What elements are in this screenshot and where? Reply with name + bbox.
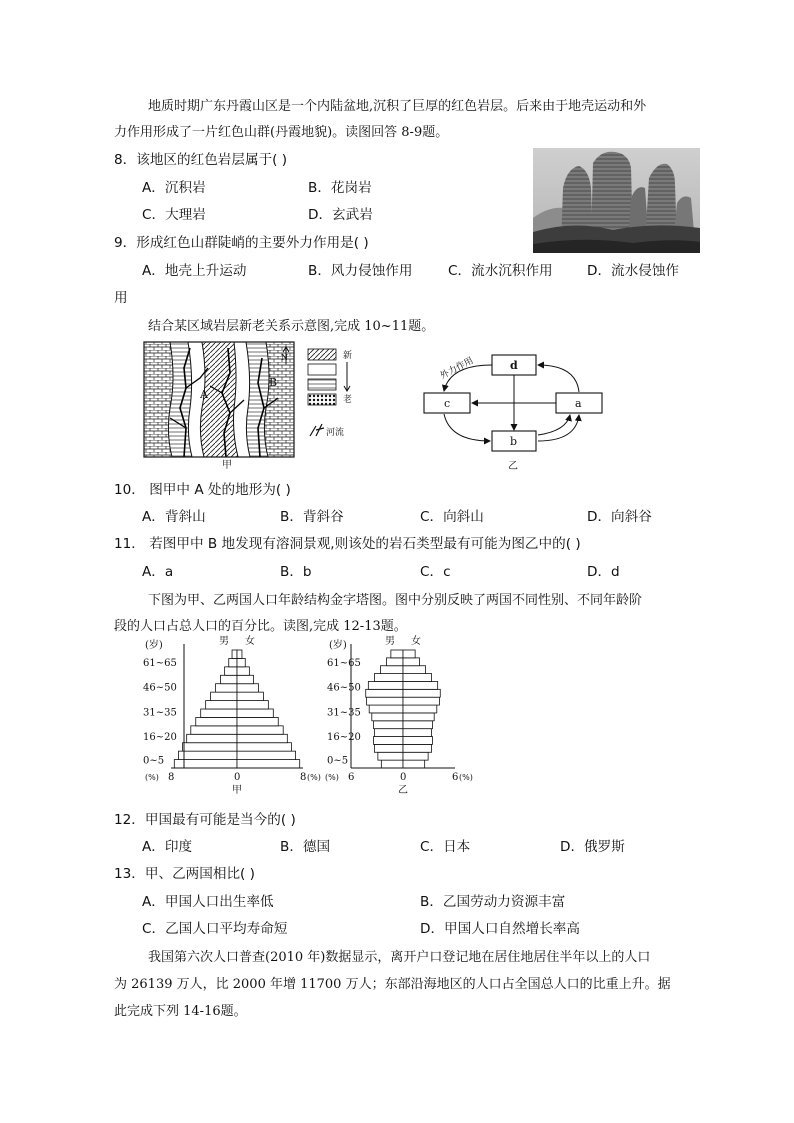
q11-option-c[interactable]: C．c xyxy=(420,564,451,580)
pyramid-jia-male-bar xyxy=(178,751,237,759)
q10-option-b[interactable]: B．背斜谷 xyxy=(280,509,344,525)
label-a: A xyxy=(200,388,208,401)
pyramid-yi-female-bar xyxy=(403,721,432,729)
pyramid-yi-age-label: 46~50 xyxy=(327,682,361,694)
pyramid-jia-female-bar xyxy=(237,734,287,742)
q12-option-b[interactable]: B．德国 xyxy=(280,839,331,855)
pyramid-jia-male-label: 男 xyxy=(219,636,229,647)
pyramid-jia-age-label: 0~5 xyxy=(143,755,165,767)
pyramid-yi-male-bar xyxy=(391,650,403,658)
intro-passage-1-line-2: 力作用形成了一片红色山群(丹霞地貌)。读图回答 8-9题。 xyxy=(114,125,449,140)
q13-option-b[interactable]: B．乙国劳动力资源丰富 xyxy=(420,894,566,910)
pyramid-yi-x-tick-label: (%) xyxy=(325,773,339,782)
q8-option-c[interactable]: C．大理岩 xyxy=(142,207,206,223)
pyramid-yi-female-bar xyxy=(403,650,415,658)
q8-option-d[interactable]: D．玄武岩 xyxy=(308,207,373,223)
pyramid-jia-male-bar xyxy=(225,667,237,675)
pyramid-yi-x-tick-label: 0 xyxy=(400,772,407,783)
pyramid-yi-female-bar xyxy=(403,729,432,737)
pyramid-yi-x-tick-label: 6 xyxy=(348,772,355,783)
q11-option-b[interactable]: B．b xyxy=(280,564,312,580)
pyramid-jia-male-bar xyxy=(201,709,237,717)
pyramid-yi-male-label: 男 xyxy=(385,636,395,647)
pyramid-yi-male-bar xyxy=(374,721,403,729)
pyramid-yi-male-bar xyxy=(374,744,403,752)
question-9-stem: 9．形成红色山群陡峭的主要外力作用是( ) xyxy=(114,235,369,251)
q13-option-c[interactable]: C．乙国人口平均寿命短 xyxy=(142,921,288,937)
pyramid-yi-male-bar xyxy=(366,689,403,697)
q10-option-d[interactable]: D．向斜谷 xyxy=(587,509,652,525)
pyramid-jia-male-bar xyxy=(221,675,238,683)
pyramid-jia-age-label: 61~65 xyxy=(143,657,177,669)
pyramid-jia-x-tick-label: (%) xyxy=(145,773,159,782)
pyramid-yi-female-bar xyxy=(403,760,425,768)
pyramid-jia-male-bar xyxy=(232,650,237,658)
pyramid-jia-x-tick-label: 0 xyxy=(234,772,241,783)
pyramid-jia-female-label: 女 xyxy=(245,636,255,647)
node-d-label: d xyxy=(510,359,518,372)
pyramid-jia-male-bar xyxy=(196,717,237,725)
q10-option-c[interactable]: C．向斜山 xyxy=(420,509,484,525)
pyramid-jia-female-bar xyxy=(237,684,258,692)
pyramid-jia-male-bar xyxy=(187,734,237,742)
pyramid-jia-age-label: 16~20 xyxy=(143,732,177,744)
q12-option-d[interactable]: D．俄罗斯 xyxy=(560,839,625,855)
pyramid-jia-age-unit: (岁) xyxy=(145,640,163,651)
pyramid-yi-male-bar xyxy=(372,713,403,721)
pyramid-jia-caption: 甲 xyxy=(232,785,242,796)
q12-option-c[interactable]: C．日本 xyxy=(420,839,471,855)
pyramid-yi-female-bar xyxy=(403,697,439,705)
legend-old-label: 老 xyxy=(343,395,353,405)
pyramid-yi-female-bar xyxy=(403,658,419,666)
pyramid-jia-male-bar xyxy=(229,658,237,666)
node-a-label: a xyxy=(575,397,582,410)
pyramid-yi-age-label: 0~5 xyxy=(327,755,349,767)
pyramid-yi-male-bar xyxy=(374,729,403,737)
pyramid-jia-female-bar xyxy=(237,667,249,675)
legend-river-symbol xyxy=(310,424,324,436)
q9-option-c[interactable]: C．流水沉积作用 xyxy=(448,263,553,279)
pyramid-jia-x-tick-label: (%) xyxy=(307,773,321,782)
question-10-stem: 10． 图甲中 A 处的地形为( ) xyxy=(114,482,291,498)
q11-option-a[interactable]: A．a xyxy=(142,564,174,580)
intro-passage-3-line-1: 下图为甲、乙两国人口年龄结构金字塔图。图中分别反映了两国不同性别、不同年龄阶 xyxy=(148,593,643,608)
node-c-label: c xyxy=(444,397,451,410)
pyramid-yi-x-tick-label: (%) xyxy=(459,773,473,782)
pyramid-yi-female-bar xyxy=(403,744,432,752)
pyramid-jia-age-label: 31~35 xyxy=(143,707,177,719)
pyramid-yi-male-bar xyxy=(368,681,403,689)
pyramid-yi-female-bar xyxy=(403,705,437,713)
legend-swatch-blank xyxy=(308,364,336,375)
pyramid-jia-female-bar xyxy=(237,709,273,717)
q8-option-a[interactable]: A．沉积岩 xyxy=(142,180,206,196)
intro-passage-4-line-3: 此完成下列 14-16题。 xyxy=(114,1004,247,1019)
pyramid-jia-male-bar xyxy=(191,726,237,734)
intro-passage-4-line-1: 我国第六次人口普查(2010 年)数据显示，离开户口登记地在居住地居住半年以上的人口 xyxy=(148,950,651,965)
label-b: B xyxy=(269,376,278,389)
pyramid-yi-male-bar xyxy=(374,737,403,745)
q13-option-a[interactable]: A．甲国人口出生率低 xyxy=(142,894,274,910)
pyramid-yi-female-bar xyxy=(403,666,426,674)
intro-passage-1-line-1: 地质时期广东丹霞山区是一个内陆盆地,沉积了巨厚的红色岩层。后来由于地壳运动和外 xyxy=(148,99,647,114)
pyramid-jia-x-tick-label: 8 xyxy=(168,772,175,783)
pyramid-yi-female-bar xyxy=(403,713,434,721)
pyramid-yi-male-bar xyxy=(367,697,403,705)
pyramid-yi-male-bar xyxy=(380,666,403,674)
legend-swatch-horizontal xyxy=(308,379,336,390)
figure-jia-strata-map xyxy=(140,338,380,471)
population-pyramid-jia xyxy=(140,636,335,802)
pyramid-jia-male-bar xyxy=(206,701,237,709)
q9-option-d[interactable]: D．流水侵蚀作 xyxy=(587,263,680,279)
intro-passage-4-line-2: 为 26139 万人，比 2000 年增 11700 万人；东部沿海地区的人口占全国总人口的比重上升。据 xyxy=(114,977,671,992)
pyramid-jia-male-bar xyxy=(183,743,237,751)
legend-swatch-diag xyxy=(308,349,336,360)
figure-jia-caption: 甲 xyxy=(222,460,232,471)
question-12-stem: 12．甲国最有可能是当今的( ) xyxy=(114,812,296,828)
pyramid-yi-age-label: 61~65 xyxy=(327,657,361,669)
pyramid-jia-female-bar xyxy=(237,743,291,751)
pyramid-yi-male-bar xyxy=(381,760,403,768)
pyramid-yi-female-bar xyxy=(403,737,432,745)
legend-new-label: 新 xyxy=(343,351,353,361)
pyramid-jia-female-bar xyxy=(237,726,283,734)
pyramid-jia-age-label: 46~50 xyxy=(143,682,177,694)
north-arrow-label: N xyxy=(281,353,288,362)
pyramid-jia-x-tick-label: 8 xyxy=(300,772,307,783)
legend-swatch-dots xyxy=(308,394,336,405)
pyramid-jia-female-bar xyxy=(237,760,300,768)
q9-option-b[interactable]: B．风力侵蚀作用 xyxy=(308,263,413,279)
q12-option-a[interactable]: A．印度 xyxy=(142,839,193,855)
pyramid-jia-female-bar xyxy=(237,692,263,700)
pyramid-yi-age-label: 16~20 xyxy=(327,732,361,744)
pyramid-yi-female-bar xyxy=(403,752,428,760)
danxia-landform-photo xyxy=(533,148,700,253)
intro-passage-3-line-2: 段的人口占总人口的百分比。读图,完成 12-13题。 xyxy=(114,619,407,634)
figure-yi-rock-cycle xyxy=(420,345,605,475)
question-8-stem: 8．该地区的红色岩层属于( ) xyxy=(114,152,288,168)
pyramid-yi-female-bar xyxy=(403,689,440,697)
q9-option-a[interactable]: A．地壳上升运动 xyxy=(142,263,247,279)
q11-option-d[interactable]: D．d xyxy=(587,564,620,580)
pyramid-yi-x-tick-label: 6 xyxy=(452,772,459,783)
pyramid-yi-age-label: 31~35 xyxy=(327,707,361,719)
pyramid-jia-female-bar xyxy=(237,658,245,666)
pyramid-jia-female-bar xyxy=(237,701,268,709)
pyramid-yi-female-bar xyxy=(403,681,438,689)
question-11-stem: 11． 若图甲中 B 地发现有溶洞景观,则该处的岩石类型最有可能为图乙中的( ) xyxy=(114,536,581,552)
pyramid-jia-male-bar xyxy=(216,684,237,692)
pyramid-yi-age-unit: (岁) xyxy=(329,640,347,651)
population-pyramid-yi xyxy=(325,636,485,802)
pyramid-yi-male-bar xyxy=(378,752,403,760)
q9-option-d-wrap: 用 xyxy=(114,290,128,306)
pyramid-yi-caption: 乙 xyxy=(398,785,408,796)
legend-river-label: 河流 xyxy=(326,428,345,438)
arrow-label-external-force: 外力作用 xyxy=(438,355,476,382)
pyramid-yi-female-label: 女 xyxy=(411,636,421,647)
pyramid-jia-female-bar xyxy=(237,650,242,658)
question-13-stem: 13．甲、乙两国相比( ) xyxy=(114,866,255,882)
q10-option-a[interactable]: A．背斜山 xyxy=(142,509,206,525)
pyramid-yi-female-bar xyxy=(403,674,432,682)
q8-option-b[interactable]: B．花岗岩 xyxy=(308,180,372,196)
pyramid-jia-male-bar xyxy=(211,692,237,700)
pyramid-yi-male-bar xyxy=(374,674,403,682)
pyramid-jia-female-bar xyxy=(237,751,296,759)
pyramid-jia-female-bar xyxy=(237,675,254,683)
pyramid-yi-male-bar xyxy=(387,658,403,666)
node-b-label: b xyxy=(510,435,518,448)
q13-option-d[interactable]: D．甲国人口自然增长率高 xyxy=(420,921,580,937)
pyramid-jia-female-bar xyxy=(237,717,278,725)
intro-passage-2: 结合某区域岩层新老关系示意图,完成 10~11题。 xyxy=(148,319,435,334)
pyramid-yi-male-bar xyxy=(369,705,403,713)
figure-yi-caption: 乙 xyxy=(508,461,518,472)
